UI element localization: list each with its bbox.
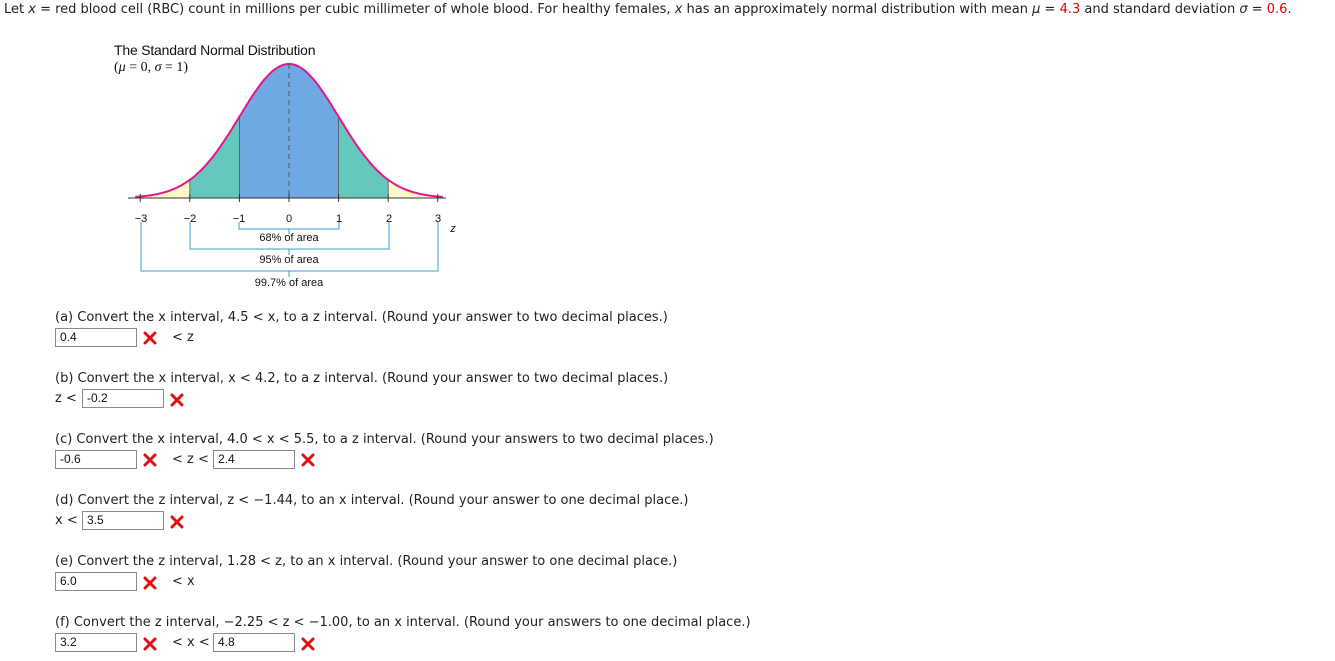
area-brackets	[141, 222, 438, 277]
answer-e-input[interactable]: 6.0	[55, 572, 137, 591]
red-x-icon	[143, 453, 157, 467]
subtitle-sigma: σ	[154, 60, 162, 75]
tick-label: −1	[232, 213, 246, 225]
answer-b-input[interactable]: -0.2	[82, 389, 164, 408]
answer-a-input[interactable]: 0.4	[55, 328, 137, 347]
tick-label: 0	[285, 213, 293, 225]
red-x-icon	[143, 576, 157, 590]
subtitle-mu: μ	[118, 60, 126, 75]
red-x-icon	[301, 637, 315, 651]
subtitle-part: = 1)	[161, 60, 189, 75]
tick-label: −2	[183, 213, 197, 225]
intro-text: =	[1247, 2, 1267, 17]
intro-text: =	[1040, 2, 1060, 17]
question-b-text: (b) Convert the x interval, x < 4.2, to a z interval. (Round your answer to two decimal places.)	[55, 371, 669, 386]
intro-text: and standard deviation	[1080, 2, 1240, 17]
question-d-text: (d) Convert the z interval, z < −1.44, to an x interval. (Round your answer to one decimal place.)	[55, 493, 689, 508]
answer-c-middle: < z <	[172, 452, 209, 467]
sd-value: 0.6	[1266, 2, 1288, 17]
answer-f-input-lower[interactable]: 3.2	[55, 633, 137, 652]
red-x-icon	[170, 393, 184, 407]
answer-c-input-upper[interactable]: 2.4	[213, 450, 295, 469]
red-x-icon	[143, 331, 157, 345]
var-x: x	[674, 2, 683, 17]
question-e-text: (e) Convert the z interval, 1.28 < z, to an x interval. (Round your answer to one decimal place.)	[55, 554, 678, 569]
tick-label: 3	[434, 213, 442, 225]
answer-d-prefix: x <	[55, 513, 78, 528]
normal-distribution-figure	[0, 0, 1335, 300]
question-a-text: (a) Convert the x interval, 4.5 < x, to a z interval. (Round your answer to two decimal places.)	[55, 310, 668, 325]
answer-f-input-upper[interactable]: 4.8	[213, 633, 295, 652]
label-99-7-percent: 99.7% of area	[254, 277, 324, 289]
question-c-text: (c) Convert the x interval, 4.0 < x < 5.5, to a z interval. (Round your answers to two decimal places.)	[55, 432, 714, 447]
axis-label-z: z	[450, 223, 456, 235]
intro-text: = red blood cell (RBC) count in millions per cubic millimeter of whole blood. For healthy females,	[35, 2, 675, 17]
figure-title: The Standard Normal Distribution	[114, 42, 316, 58]
answer-d-input[interactable]: 3.5	[82, 511, 164, 530]
mean-value: 4.3	[1059, 2, 1081, 17]
tick-label: 1	[335, 213, 343, 225]
mu-symbol: μ	[1032, 2, 1041, 17]
red-x-icon	[143, 637, 157, 651]
answer-c-input-lower[interactable]: -0.6	[55, 450, 137, 469]
answer-e-suffix: < x	[172, 574, 195, 589]
answer-a-suffix: < z	[172, 330, 194, 345]
subtitle-part: = 0,	[125, 60, 155, 75]
intro-text: has an approximately normal distribution with mean	[682, 2, 1033, 17]
tick-label: −3	[134, 213, 148, 225]
label-68-percent: 68% of area	[259, 232, 319, 244]
intro-text: .	[1287, 2, 1292, 17]
intro-text: Let	[4, 2, 29, 17]
sigma-symbol: σ	[1239, 2, 1248, 17]
answer-b-prefix: z <	[55, 391, 77, 406]
red-x-icon	[170, 515, 184, 529]
answer-f-middle: < x <	[172, 635, 210, 650]
tick-label: 2	[385, 213, 393, 225]
red-x-icon	[301, 453, 315, 467]
var-x: x	[28, 2, 36, 17]
label-95-percent: 95% of area	[259, 254, 319, 266]
subtitle-part: (	[114, 60, 119, 75]
question-f-text: (f) Convert the z interval, −2.25 < z < −1.00, to an x interval. (Round your answers to one decimal place.)	[55, 615, 751, 630]
